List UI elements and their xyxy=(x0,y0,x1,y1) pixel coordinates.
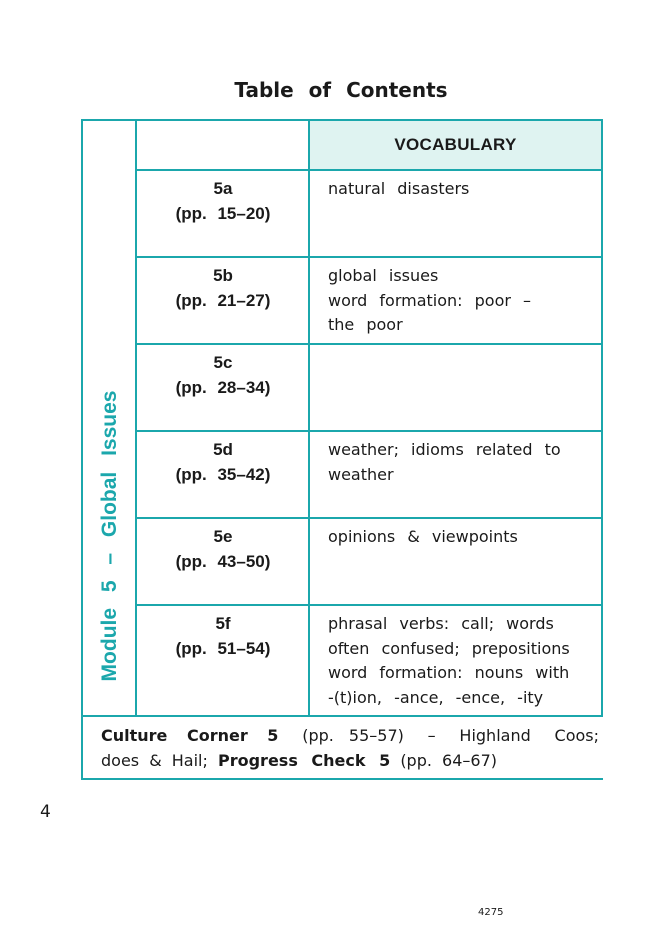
culture-corner-pages: (pp. 55–57) xyxy=(302,726,404,745)
unit-pages: (pp. 35–42) xyxy=(175,465,271,484)
unit-code: 5f xyxy=(215,614,231,633)
unit-pages: (pp. 43–50) xyxy=(175,552,271,571)
page-number: 4 xyxy=(40,802,51,822)
unit-5f[interactable] xyxy=(137,611,309,661)
vocabulary-column-header: VOCABULARY xyxy=(310,121,601,169)
progress-check-pages: (pp. 64–67) xyxy=(400,751,497,770)
vocab-line: the poor xyxy=(328,315,403,334)
unit-code: 5e xyxy=(213,527,233,546)
unit-pages: (pp. 51–54) xyxy=(175,639,271,658)
unit-pages: (pp. 28–34) xyxy=(175,378,271,397)
vocab-line: word formation: nouns with xyxy=(328,663,570,682)
unit-pages: (pp. 21–27) xyxy=(175,291,271,310)
vocab-line: often confused; prepositions xyxy=(328,638,570,658)
culture-corner-label[interactable]: Culture Corner 5 xyxy=(101,726,279,745)
page-title: Table of Contents xyxy=(234,78,448,102)
unit-5a[interactable] xyxy=(137,176,309,226)
row-divider xyxy=(135,430,601,432)
unit-pages: (pp. 15–20) xyxy=(175,204,271,223)
vocab-line: -(t)ion, -ance, -ence, -ity xyxy=(328,687,544,707)
print-code: 4275 xyxy=(478,907,504,918)
vocab-line: weather; idioms related to xyxy=(328,440,561,459)
culture-title-rest: does & Hail; xyxy=(101,751,208,770)
vocab-line: phrasal verbs: call; words xyxy=(328,614,554,633)
footer-dash: – xyxy=(427,726,436,745)
unit-code: 5a xyxy=(213,179,233,198)
unit-code: 5c xyxy=(213,353,233,372)
unit-5c[interactable] xyxy=(137,350,309,400)
vocab-5b xyxy=(328,264,594,338)
vocab-line: weather xyxy=(328,464,394,484)
module-label xyxy=(85,121,135,715)
progress-check-label[interactable]: Progress Check 5 xyxy=(217,751,391,770)
unit-5e[interactable] xyxy=(137,524,309,574)
unit-5b[interactable] xyxy=(137,263,309,313)
culture-title-word: Coos; xyxy=(554,726,599,745)
vocab-line: natural disasters xyxy=(328,179,470,198)
vocab-5e xyxy=(328,525,594,550)
vocab-5f xyxy=(328,612,594,710)
vocab-line: opinions & viewpoints xyxy=(328,527,518,546)
unit-code: 5d xyxy=(213,440,233,459)
module-label-text: Module 5 – Global Issues xyxy=(98,390,121,682)
row-divider xyxy=(135,343,601,345)
row-divider xyxy=(135,604,601,606)
row-divider xyxy=(135,517,601,519)
vocab-5d xyxy=(328,438,594,487)
row-divider xyxy=(135,256,601,258)
vocab-5a xyxy=(328,177,594,202)
unit-code: 5b xyxy=(213,266,233,285)
vocab-line: global issues xyxy=(328,266,439,285)
row-divider xyxy=(135,169,601,171)
unit-5d[interactable] xyxy=(137,437,309,487)
vocab-line: word formation: poor – xyxy=(328,290,532,310)
footer-text xyxy=(101,723,599,773)
culture-title-word: Highland xyxy=(459,726,531,745)
